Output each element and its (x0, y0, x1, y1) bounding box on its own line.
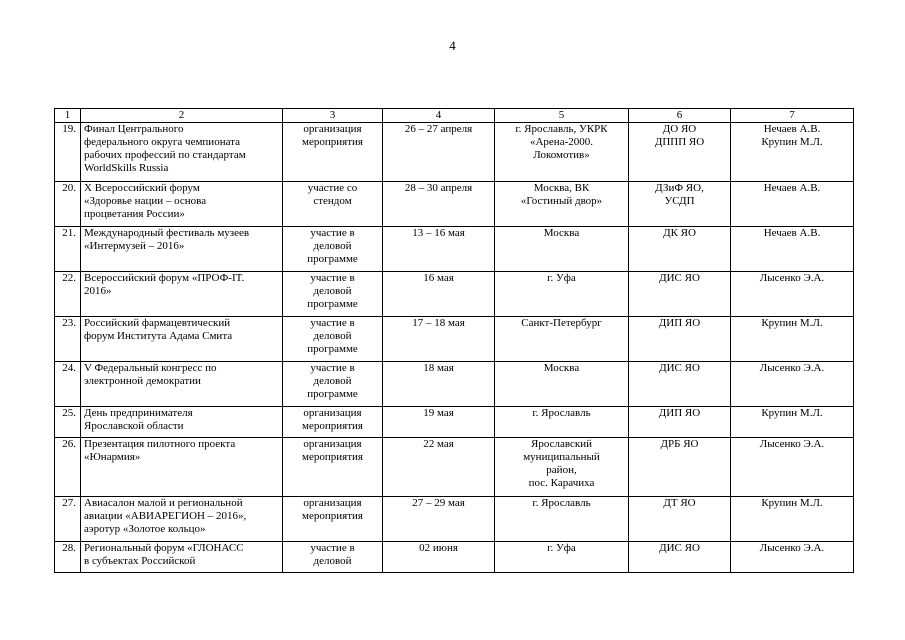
event-place-line: г. Ярославль (532, 407, 591, 419)
department-line: УСДП (664, 195, 695, 207)
event-place-cell (495, 362, 629, 407)
event-date-cell (383, 182, 495, 227)
column-header: 5 (495, 109, 629, 123)
column-header: 2 (81, 109, 283, 123)
department-cell (629, 123, 731, 182)
event-date-cell (383, 362, 495, 407)
event-place-cell (495, 227, 629, 272)
event-name-line: X Всероссийский форум (84, 182, 200, 194)
participation-type-line: программе (307, 343, 358, 355)
participation-type-line: деловой (313, 330, 352, 342)
event-place-line: муниципальный (523, 451, 600, 463)
row-number-cell: 26. (55, 438, 81, 497)
row-number-cell: 24. (55, 362, 81, 407)
department-cell (629, 227, 731, 272)
event-date-line: 17 – 18 мая (412, 317, 465, 329)
responsible-line: Крупин М.Л. (761, 407, 823, 419)
event-name-cell (81, 497, 283, 542)
event-name-line: форум Института Адама Смита (84, 330, 233, 342)
table-row (55, 182, 854, 227)
event-name-line: Региональный форум «ГЛОНАСС (84, 542, 244, 554)
event-place-line: Москва, ВК (533, 182, 590, 194)
event-date-line: 18 мая (423, 362, 454, 374)
event-date-line: 13 – 16 мая (412, 227, 465, 239)
event-date-cell (383, 542, 495, 573)
row-number-cell: 21. (55, 227, 81, 272)
event-place-line: Локомотив» (533, 149, 590, 161)
responsible-cell (731, 272, 854, 317)
event-name-line: Российский фармацевтический (84, 317, 231, 329)
event-place-cell (495, 272, 629, 317)
table-header-row (55, 109, 854, 123)
event-name-line: процветания России» (84, 208, 185, 220)
responsible-line: Нечаев А.В. (763, 182, 821, 194)
responsible-cell (731, 362, 854, 407)
page-number: 4 (449, 38, 456, 53)
row-number-cell: 25. (55, 407, 81, 438)
event-date-cell (383, 123, 495, 182)
responsible-cell (731, 227, 854, 272)
event-name-line: Ярославской области (84, 420, 184, 432)
event-name-cell (81, 227, 283, 272)
event-name-cell (81, 362, 283, 407)
event-name-line: федерального округа чемпионата (84, 136, 241, 148)
responsible-cell (731, 542, 854, 573)
table-row (55, 227, 854, 272)
event-place-line: г. Ярославль (532, 497, 591, 509)
event-date-cell (383, 317, 495, 362)
table-row (55, 123, 854, 182)
row-number-cell: 28. (55, 542, 81, 573)
event-place-line: г. Ярославль, УКРК (515, 123, 608, 135)
event-place-line: «Арена-2000. (529, 136, 593, 148)
event-name-line: «Здоровье нации – основа (84, 195, 207, 207)
row-number-cell: 20. (55, 182, 81, 227)
responsible-cell (731, 438, 854, 497)
department-line: ДИС ЯО (659, 542, 700, 554)
department-line: ДИС ЯО (659, 272, 700, 284)
event-name-line: Презентация пилотного проекта (84, 438, 236, 450)
event-date-line: 02 июня (419, 542, 458, 554)
event-name-cell (81, 272, 283, 317)
event-place-cell (495, 497, 629, 542)
event-name-cell (81, 542, 283, 573)
department-line: ДИП ЯО (658, 407, 701, 419)
event-place-cell (495, 438, 629, 497)
table-row (55, 317, 854, 362)
event-name-cell (81, 123, 283, 182)
participation-type-line: участие в (310, 542, 355, 554)
event-name-line: V Федеральный конгресс по (84, 362, 217, 374)
column-header: 6 (629, 109, 731, 123)
event-place-line: Москва (543, 227, 580, 239)
responsible-line: Лысенко Э.А. (759, 272, 825, 284)
event-date-line: 19 мая (423, 407, 454, 419)
responsible-line: Нечаев А.В. (763, 123, 821, 135)
event-place-cell (495, 317, 629, 362)
events-table-body (55, 109, 854, 573)
department-cell (629, 497, 731, 542)
department-line: ДК ЯО (663, 227, 696, 239)
event-date-cell (383, 272, 495, 317)
participation-type-cell (283, 317, 383, 362)
department-cell (629, 272, 731, 317)
participation-type-line: участие со (307, 182, 358, 194)
column-header: 3 (283, 109, 383, 123)
event-name-line: Международный фестиваль музеев (84, 227, 250, 239)
department-cell (629, 362, 731, 407)
event-date-cell (383, 407, 495, 438)
row-number-cell: 22. (55, 272, 81, 317)
participation-type-line: организация (303, 123, 362, 135)
event-place-line: г. Уфа (547, 542, 576, 554)
department-cell (629, 317, 731, 362)
department-line: ДЗиФ ЯО, (655, 182, 704, 194)
participation-type-cell (283, 497, 383, 542)
department-line: ДО ЯО (662, 123, 697, 135)
participation-type-line: организация (303, 407, 362, 419)
column-header: 7 (731, 109, 854, 123)
participation-type-line: организация (303, 497, 362, 509)
event-place-line: пос. Карачиха (528, 477, 595, 489)
event-name-line: Финал Центрального (84, 123, 184, 135)
participation-type-line: организация (303, 438, 362, 450)
row-number-cell: 27. (55, 497, 81, 542)
event-date-cell (383, 227, 495, 272)
event-place-line: Санкт-Петербург (521, 317, 602, 329)
department-line: ДТ ЯО (663, 497, 696, 509)
participation-type-line: деловой (313, 285, 352, 297)
participation-type-line: программе (307, 253, 358, 265)
participation-type-cell (283, 362, 383, 407)
department-cell (629, 182, 731, 227)
event-place-cell (495, 542, 629, 573)
event-name-line: аэротур «Золотое кольцо» (84, 523, 206, 535)
participation-type-cell (283, 272, 383, 317)
participation-type-line: участие в (310, 317, 355, 329)
participation-type-line: мероприятия (302, 510, 363, 522)
responsible-cell (731, 123, 854, 182)
participation-type-line: участие в (310, 227, 355, 239)
participation-type-cell (283, 542, 383, 573)
participation-type-line: мероприятия (302, 451, 363, 463)
department-line: ДРБ ЯО (660, 438, 699, 450)
responsible-cell (731, 182, 854, 227)
participation-type-line: мероприятия (302, 136, 363, 148)
event-name-line: рабочих профессий по стандартам (84, 149, 246, 161)
event-name-line: «Юнармия» (84, 451, 141, 463)
responsible-line: Лысенко Э.А. (759, 362, 825, 374)
event-place-cell (495, 123, 629, 182)
participation-type-line: деловой (313, 240, 352, 252)
event-name-cell (81, 438, 283, 497)
participation-type-cell (283, 123, 383, 182)
event-place-line: «Гостиный двор» (520, 195, 603, 207)
participation-type-line: участие в (310, 362, 355, 374)
event-date-line: 27 – 29 мая (412, 497, 465, 509)
table-row (55, 438, 854, 497)
event-date-cell (383, 438, 495, 497)
participation-type-line: программе (307, 388, 358, 400)
event-name-line: Авиасалон малой и региональной (84, 497, 243, 509)
event-name-line: электронной демократии (84, 375, 201, 387)
event-name-line: «Интермузей – 2016» (84, 240, 185, 252)
event-date-line: 26 – 27 апреля (404, 123, 473, 135)
row-number-cell: 19. (55, 123, 81, 182)
event-date-line: 22 мая (423, 438, 454, 450)
department-cell (629, 542, 731, 573)
event-place-line: Москва (543, 362, 580, 374)
event-date-cell (383, 497, 495, 542)
event-name-cell (81, 182, 283, 227)
participation-type-line: деловой (313, 375, 352, 387)
department-line: ДИП ЯО (658, 317, 701, 329)
event-name-line: День предпринимателя (84, 407, 193, 419)
event-name-line: 2016» (84, 285, 112, 297)
department-line: ДИС ЯО (659, 362, 700, 374)
department-cell (629, 407, 731, 438)
responsible-line: Нечаев А.В. (763, 227, 821, 239)
event-place-cell (495, 182, 629, 227)
responsible-cell (731, 497, 854, 542)
responsible-line: Крупин М.Л. (761, 497, 823, 509)
row-number-cell: 23. (55, 317, 81, 362)
column-header: 1 (55, 109, 81, 123)
participation-type-line: программе (307, 298, 358, 310)
participation-type-cell (283, 407, 383, 438)
participation-type-line: участие в (310, 272, 355, 284)
department-line: ДППП ЯО (654, 136, 705, 148)
event-name-line: Всероссийский форум «ПРОФ-IT. (84, 272, 245, 284)
table-row (55, 407, 854, 438)
event-place-cell (495, 407, 629, 438)
event-date-line: 16 мая (423, 272, 454, 284)
event-name-line: в субъектах Российской (84, 555, 196, 567)
event-name-line: WorldSkills Russia (84, 162, 169, 174)
participation-type-cell (283, 227, 383, 272)
department-cell (629, 438, 731, 497)
events-table (54, 108, 854, 573)
responsible-line: Лысенко Э.А. (759, 542, 825, 554)
table-row (55, 542, 854, 573)
table-row (55, 272, 854, 317)
participation-type-cell (283, 438, 383, 497)
responsible-line: Крупин М.Л. (761, 317, 823, 329)
participation-type-line: стендом (313, 195, 352, 207)
event-place-line: г. Уфа (547, 272, 576, 284)
event-date-line: 28 – 30 апреля (404, 182, 473, 194)
participation-type-line: мероприятия (302, 420, 363, 432)
participation-type-cell (283, 182, 383, 227)
event-place-line: Ярославский (531, 438, 592, 450)
table-row (55, 362, 854, 407)
event-name-line: авиации «АВИАРЕГИОН – 2016», (84, 510, 247, 522)
event-place-line: район, (546, 464, 577, 476)
participation-type-line: деловой (313, 555, 352, 567)
responsible-cell (731, 317, 854, 362)
column-header: 4 (383, 109, 495, 123)
event-name-cell (81, 407, 283, 438)
event-name-cell (81, 317, 283, 362)
responsible-cell (731, 407, 854, 438)
responsible-line: Лысенко Э.А. (759, 438, 825, 450)
table-row (55, 497, 854, 542)
responsible-line: Крупин М.Л. (761, 136, 823, 148)
